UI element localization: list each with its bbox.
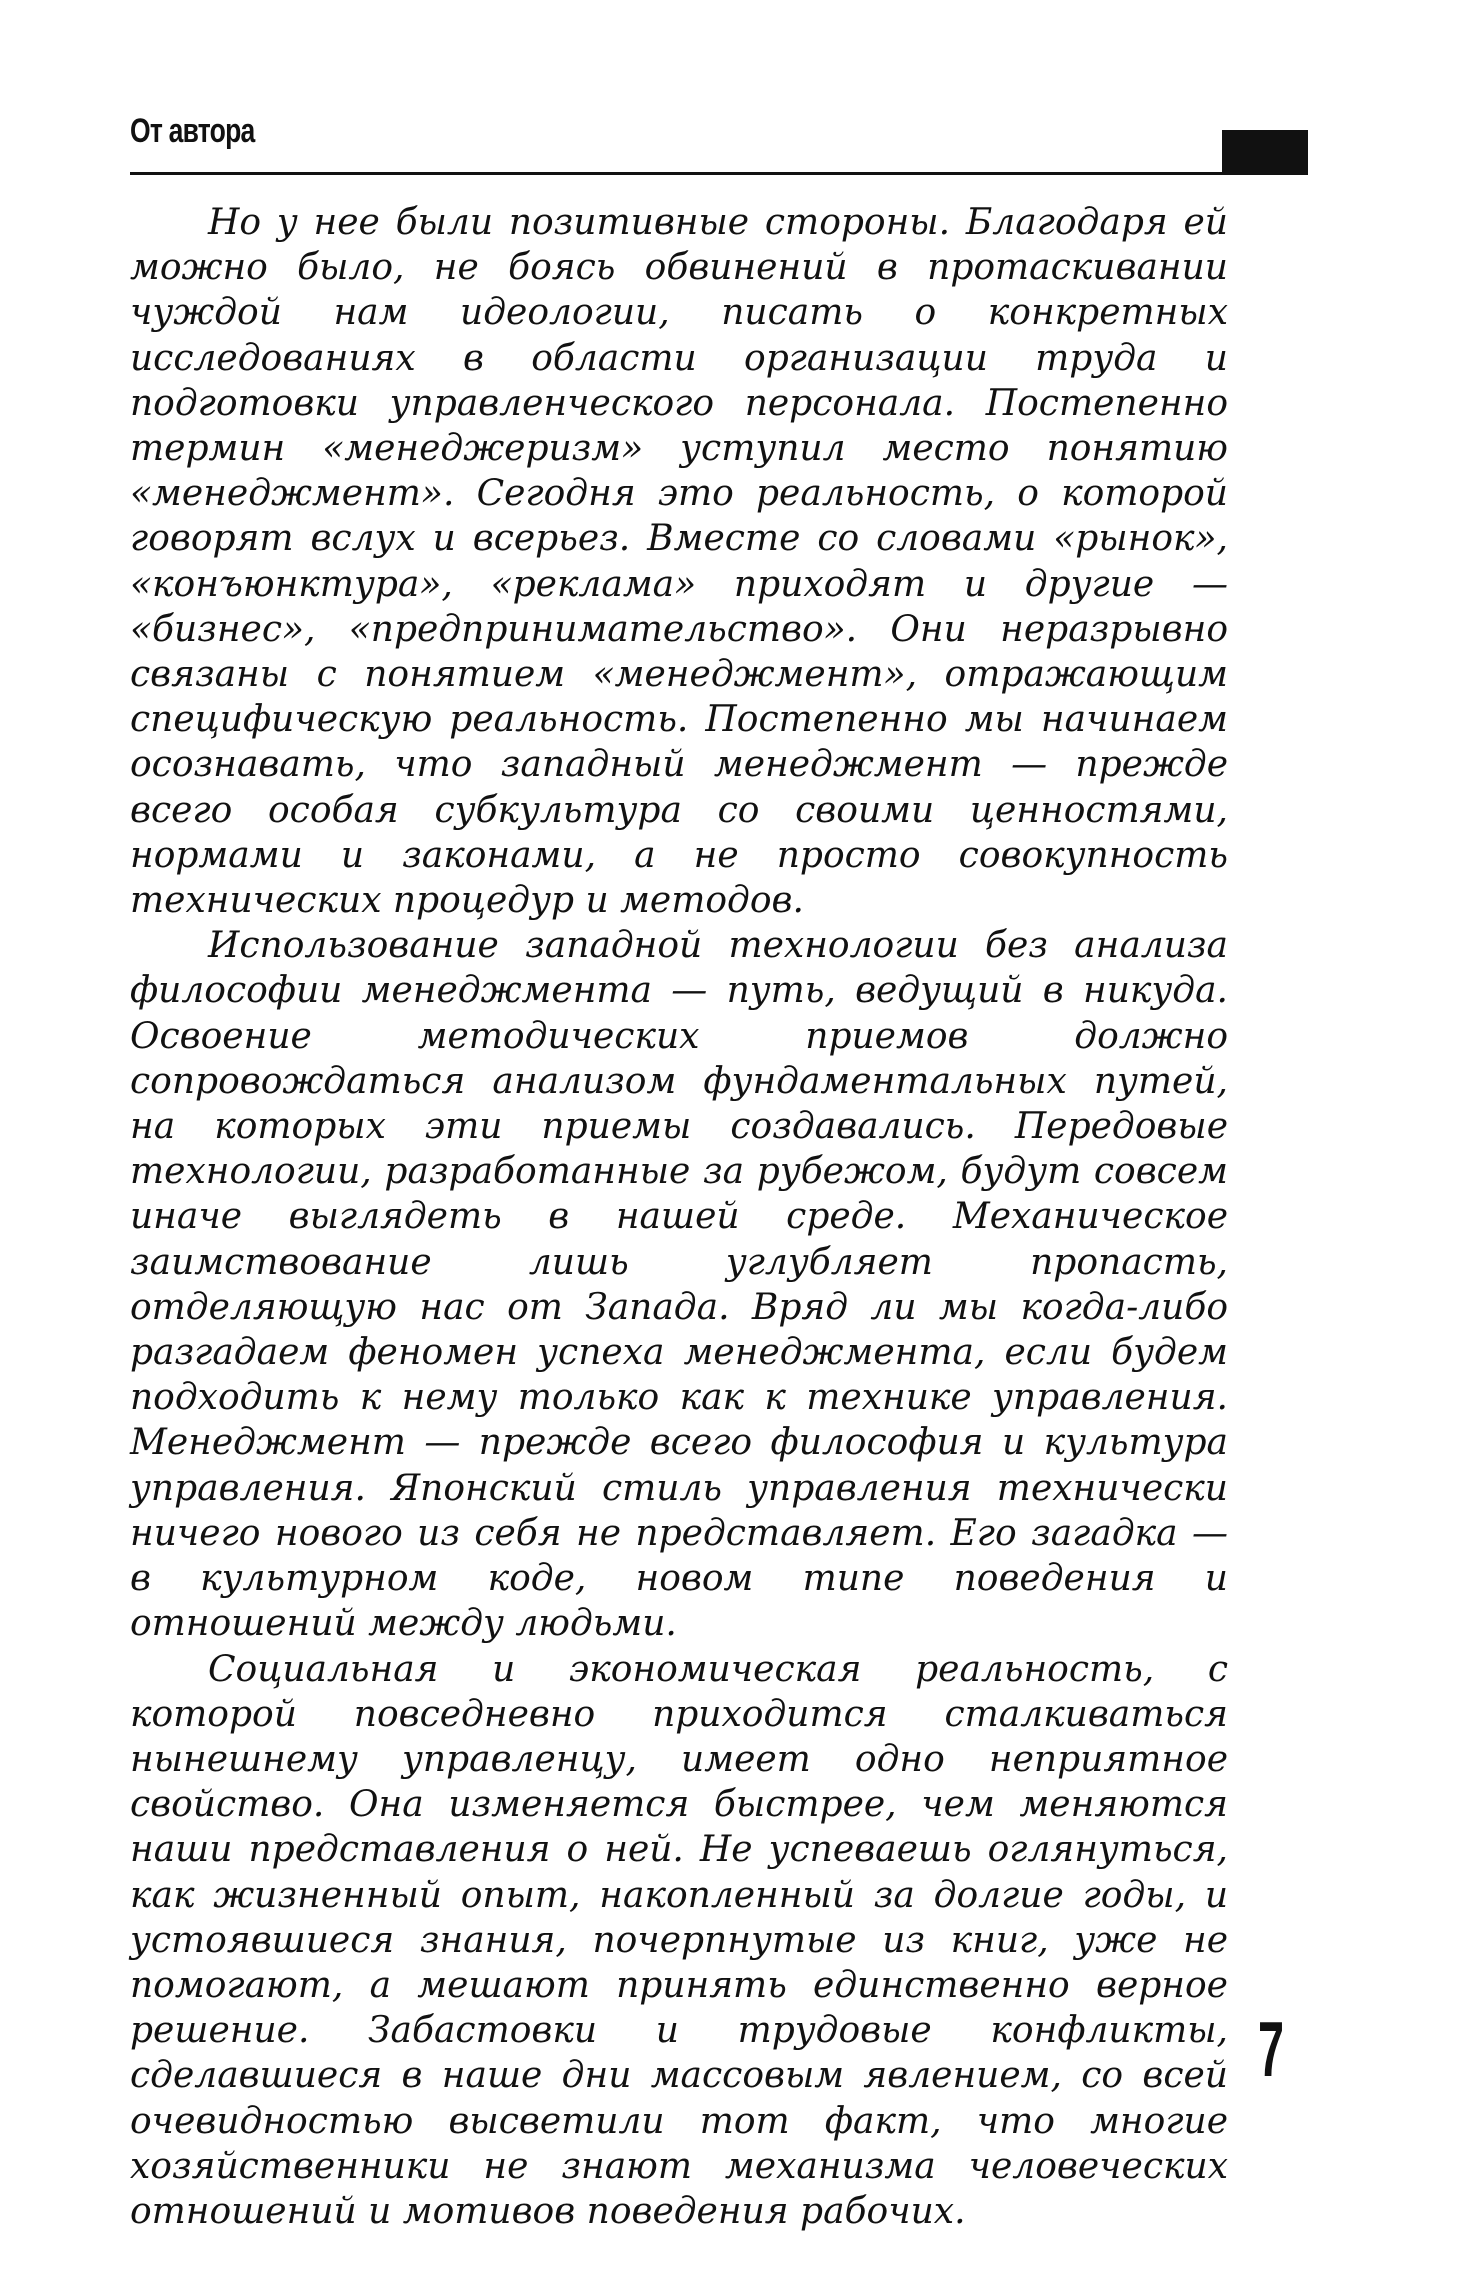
paragraph: Использование западной технологии без анализа философии менеджмента — путь, ведущий в никуда. Освоение методических приемов должно сопровождаться анализом фундаментальных путей, на которых эти приемы создавались. Передовые технологии, разработанные за рубежом, будут совсем иначе выглядеть в нашей среде. Механическое заимствование лишь углубляет пропасть, отделяющую нас от Запада. Вряд ли мы когда-либо разгадаем феномен успеха менеджмента, если будем подходить к нему только как к технике управления. Менеджмент — прежде всего философия и культура управления. Японский стиль управления технически ничего нового из себя не представляет. Его загадка — в культурном коде, новом типе поведения и отношений между людьми. xyxy=(130,925,1228,1645)
header-black-tab xyxy=(1222,130,1308,175)
body-text xyxy=(130,200,1228,2234)
paragraph: Социальная и экономическая реальность, с которой повседневно приходится сталкиваться нынешнему управленцу, имеет одно неприятное свойство. Она изменяется быстрее, чем меняются наши представления о ней. Не успеваешь оглянуться, как жизненный опыт, накопленный за долгие годы, и устоявшиеся знания, почерпнутые из книг, уже не помогают, а мешают принять единственно верное решение. Забастовки и трудовые конфликты, сделавшиеся в наше дни массовым явлением, со всей очевидностью высветили тот факт, что многие хозяйственники не знают механизма человеческих отношений и мотивов поведения рабочих. xyxy=(130,1648,1228,2232)
header-rule xyxy=(130,172,1308,175)
running-header-title: От автора xyxy=(130,112,255,150)
paragraph: Но у нее были позитивные стороны. Благодаря ей можно было, не боясь обвинений в протаскивании чуждой нам идеологии, писать о конкретных исследованиях в области организации труда и подготовки управленческого персонала. Постепенно термин «менеджеризм» уступил место понятию «менеджмент». Сегодня это реальность, о которой говорят вслух и всерьез. Вместе со словами «рынок», «конъюнктура», «реклама» приходят и другие — «бизнес», «предпринимательство». Они неразрывно связаны с понятием «менеджмент», отражающим специфическую реальность. Постепенно мы начинаем осознавать, что западный менеджмент — прежде всего особая субкультура со своими ценностями, нормами и законами, а не просто совокупность технических процедур и методов. xyxy=(130,202,1228,922)
page-number: 7 xyxy=(1258,2005,1285,2093)
